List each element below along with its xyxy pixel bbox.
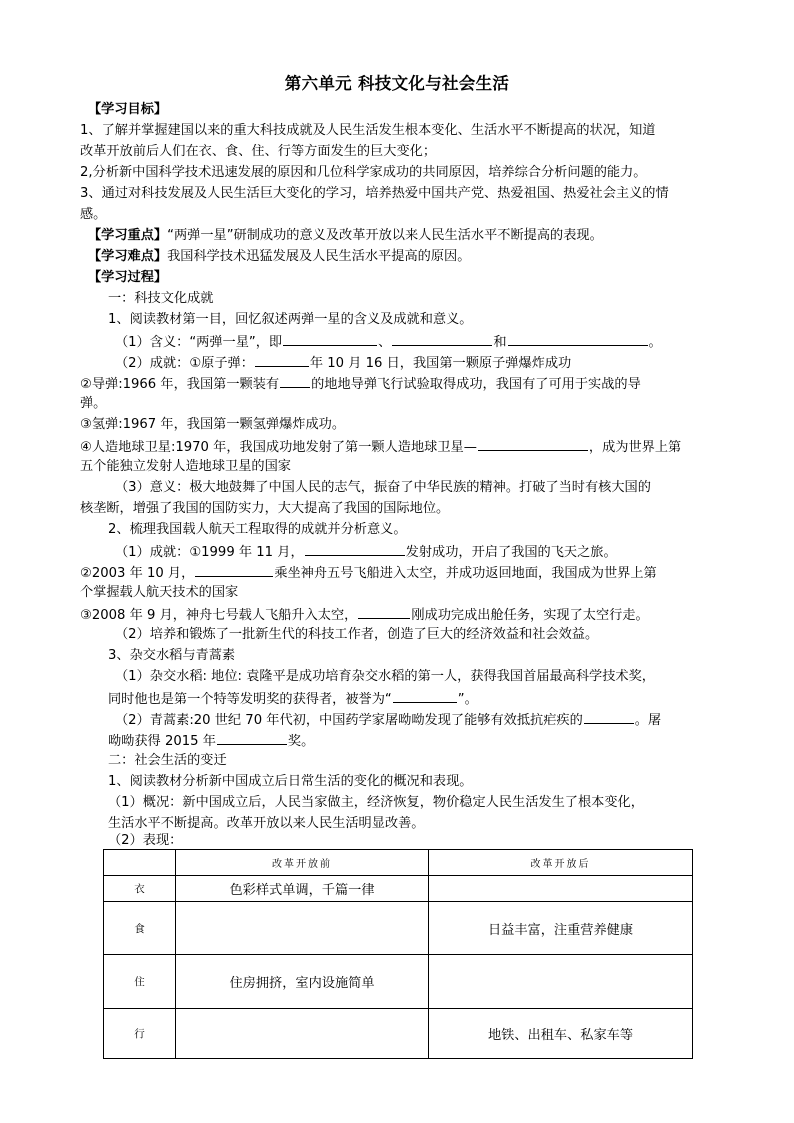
meaning-sep1: 、	[378, 335, 392, 350]
difficulty	[88, 248, 470, 265]
key-point-heading: 【学习重点】	[88, 228, 168, 243]
meaning-label: （1）含义：“两弹一星”，即	[115, 335, 283, 350]
goal-line-1: 1、了解并掌握建国以来的重大科技成就及人民生活发生根本变化、生活水平不断提高的状况，知道	[80, 123, 656, 138]
artemisinin-line-2	[108, 731, 314, 750]
goal-line-5: 感。	[80, 207, 107, 222]
space-line-3	[80, 605, 649, 624]
space3-text-a: ③2008 年 9 月，神舟七号载人飞船升入太空，	[80, 608, 358, 623]
table-header-before: 改革开放前	[176, 850, 429, 876]
table-row	[104, 876, 693, 902]
goal-line-4: 3、通过对科技发展及人民生活巨大变化的学习，培养热爱中国共产党、热爱祖国、热爱社会主义的情	[80, 186, 669, 201]
section1-q2: 2、梳理我国载人航天工程取得的成就并分析意义。	[108, 522, 407, 537]
section2-title: 二：社会生活的变迁	[108, 753, 227, 768]
difficulty-text: 我国科学技术迅猛发展及人民生活水平提高的原因。	[167, 249, 471, 264]
art-text-c: 呦呦获得 2015 年	[108, 734, 216, 749]
performance-label: （2）表现：	[108, 833, 183, 848]
blank-rice-title[interactable]	[393, 689, 457, 703]
page-title: 第六单元 科技文化与社会生活	[284, 74, 510, 93]
art-text-b: 。屠	[634, 713, 662, 728]
table-row	[104, 902, 693, 955]
satellite-line-2: 五个能独立发射人造地球卫星的国家	[80, 459, 291, 474]
rice-text-b: 同时他也是第一个特等发明奖的获得者，被誉为“	[108, 692, 392, 707]
missile-text-a: ②导弹:1966 年，我国第一颗装有	[80, 377, 280, 392]
meaning-sep2: 和	[493, 335, 507, 350]
blank-prize[interactable]	[217, 731, 287, 745]
missile-line-2: 弹。	[80, 396, 107, 411]
satellite-text-b: ，成为世界上第	[588, 440, 682, 455]
missile-text-b: 的地地导弹飞行试验取得成功，我国有了可用于实战的导	[311, 377, 641, 392]
space1-text-b: 发射成功，开启了我国的飞天之旅。	[405, 545, 617, 560]
space-line-2	[80, 563, 657, 582]
goal-line-2: 改革开放前后人们在衣、食、住、行等方面发生的巨大变化；	[80, 144, 437, 159]
space-line-2b: 个掌握载人航天技术的国家	[80, 585, 239, 600]
section1-q3: 3、杂交水稻与青蒿素	[108, 648, 236, 663]
blank-satellite-name[interactable]	[478, 437, 588, 451]
blank-atomic-bomb[interactable]	[283, 332, 377, 346]
achieve-text: 年 10 月 16 日，我国第一颗原子弹爆炸成功	[309, 356, 572, 371]
meaning-end: 。	[648, 335, 662, 350]
row-label-food: 食	[104, 902, 176, 955]
blank-missile-warhead[interactable]	[280, 374, 310, 388]
space-line-1	[115, 542, 617, 561]
space2-text-a: ②2003 年 10 月，	[80, 566, 195, 581]
cell-before-transport[interactable]	[176, 1009, 429, 1059]
cell-after-food: 日益丰富，注重营养健康	[429, 902, 693, 955]
table-header-after: 改革开放后	[429, 850, 693, 876]
section1-title: 一：科技文化成就	[108, 291, 214, 306]
blank-artemisinin[interactable]	[584, 710, 634, 724]
meaning-line	[115, 332, 662, 351]
table-row	[104, 955, 693, 1009]
process-heading: 【学习过程】	[88, 270, 168, 285]
overview-line-1: （1）概况：新中国成立后，人民当家做主，经济恢复，物价稳定人民生活发生了根本变化，	[108, 795, 644, 810]
row-label-housing: 住	[104, 955, 176, 1009]
blank-shenzhou-1[interactable]	[305, 542, 405, 556]
cell-after-transport: 地铁、出租车、私家车等	[429, 1009, 693, 1059]
section1-q1: 1、阅读教材第一目，回忆叙述两弹一星的含义及成就和意义。	[108, 312, 473, 327]
table-header-row	[104, 850, 693, 876]
rice-line-1: （1）杂交水稻: 地位: 袁隆平是成功培育杂交水稻的第一人，获得我国首届最高科学技术奖，	[115, 669, 655, 684]
goals-heading: 【学习目标】	[88, 102, 168, 117]
space1-text-a: （1）成就：①1999 年 11 月，	[115, 545, 304, 560]
difficulty-heading: 【学习难点】	[88, 249, 168, 264]
section2-q1: 1、阅读教材分析新中国成立后日常生活的变化的概况和表现。	[108, 774, 473, 789]
life-change-table	[103, 849, 693, 1059]
space-significance: （2）培养和锻炼了一批新生代的科技工作者，创造了巨大的经济效益和社会效益。	[115, 627, 599, 642]
blank-missile[interactable]	[392, 332, 492, 346]
blank-atomic-year[interactable]	[255, 353, 309, 367]
art-text-d: 奖。	[287, 734, 315, 749]
cell-after-clothing[interactable]	[429, 876, 693, 902]
hbomb-line: ③氢弹:1967 年，我国第一颗氢弹爆炸成功。	[80, 417, 346, 432]
satellite-line	[80, 437, 681, 456]
blank-spacewalker[interactable]	[358, 605, 410, 619]
blank-astronaut[interactable]	[195, 563, 273, 577]
row-label-transport: 行	[104, 1009, 176, 1059]
row-label-clothing: 衣	[104, 876, 176, 902]
table-header-blank	[104, 850, 176, 876]
missile-line	[80, 374, 641, 393]
significance-line-1: （3）意义：极大地鼓舞了中国人民的志气，振奋了中华民族的精神。打破了当时有核大国的	[115, 480, 651, 495]
artemisinin-line-1	[115, 710, 661, 729]
achieve-line	[115, 353, 571, 372]
cell-before-housing: 住房拥挤，室内设施简单	[176, 955, 429, 1009]
table-row	[104, 1009, 693, 1059]
rice-line-2	[108, 689, 478, 708]
significance-line-2: 核垄断，增强了我国的国防实力，大大提高了我国的国际地位。	[80, 501, 450, 516]
satellite-text-a: ④人造地球卫星:1970 年，我国成功地发射了第一颗人造地球卫星—	[80, 440, 477, 455]
goal-line-3: 2,分析新中国科学技术迅速发展的原因和几位科学家成功的共同原因，培养综合分析问题的能力。	[80, 165, 647, 180]
blank-satellite[interactable]	[508, 332, 648, 346]
key-point	[88, 227, 603, 244]
rice-text-c: ”。	[457, 692, 478, 707]
overview-line-2: 生活水平不断提高。改革开放以来人民生活明显改善。	[108, 816, 425, 831]
key-point-text: “两弹一星”研制成功的意义及改革开放以来人民生活水平不断提高的表现。	[167, 228, 603, 243]
cell-before-clothing: 色彩样式单调，千篇一律	[176, 876, 429, 902]
cell-after-housing[interactable]	[429, 955, 693, 1009]
achieve-label: （2）成就：①原子弹：	[115, 356, 254, 371]
cell-before-food[interactable]	[176, 902, 429, 955]
space2-text-b: 乘坐神舟五号飞船进入太空，并成功返回地面，我国成为世界上第	[274, 566, 657, 581]
space3-text-b: 刚成功完成出舱任务，实现了太空行走。	[411, 608, 649, 623]
art-text-a: （2）青蒿素:20 世纪 70 年代初，中国药学家屠呦呦发现了能够有效抵抗疟疾的	[115, 713, 583, 728]
